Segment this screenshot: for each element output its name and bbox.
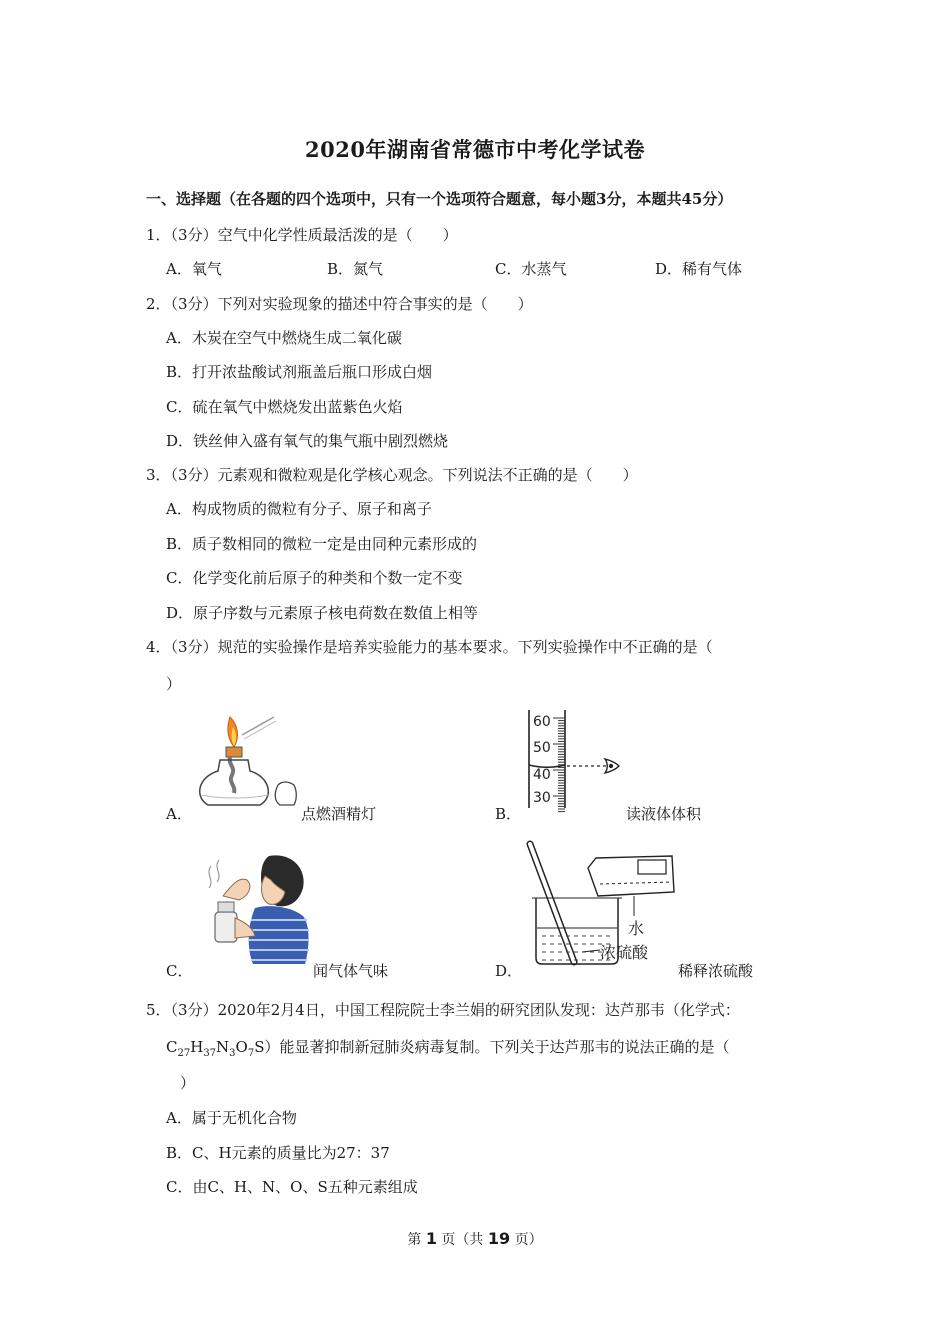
q4-option-b-caption: 读液体体积 [626, 805, 702, 823]
q4-option-d-letter: D． [495, 962, 523, 980]
graduated-cylinder-figure [525, 708, 625, 810]
question-5-formula-line [166, 1036, 730, 1059]
q1-option-b: B．氮气 [327, 260, 384, 278]
footer-middle: 页（共 [436, 1232, 488, 1248]
q2-option-c: C．硫在氧气中燃烧发出蓝紫色火焰 [166, 398, 403, 416]
q2-option-d: D．铁丝伸入盛有氧气的集气瓶中剧烈燃烧 [166, 432, 449, 450]
page-title: 2020年湖南省常德市中考化学试卷 [305, 137, 645, 162]
formula-o: O [235, 1038, 248, 1056]
q3-option-b: B．质子数相同的微粒一定是由同种元素形成的 [166, 535, 478, 553]
q4-option-a-letter: A． [166, 805, 192, 823]
q5-option-c: C．由C、H、N、O、S五种元素组成 [166, 1178, 418, 1196]
q4-option-a-caption: 点燃酒精灯 [301, 805, 377, 823]
question-3-stem: 3．（3分）元素观和微粒观是化学核心观念。下列说法不正确的是（ ） [146, 466, 638, 484]
question-2-stem: 2．（3分）下列对实验现象的描述中符合事实的是（ ） [146, 295, 533, 313]
question-1-stem: 1．（3分）空气中化学性质最活泼的是（ ） [146, 226, 458, 244]
formula-h: H [190, 1038, 204, 1056]
section-heading: 一、选择题（在各题的四个选项中，只有一个选项符合题意，每小题3分，本题共45分） [146, 190, 733, 208]
question-4-stem-cont: ） [166, 675, 182, 693]
q1-option-a: A．氧气 [166, 260, 222, 278]
q3-option-a: A．构成物质的微粒有分子、原子和离子 [166, 500, 432, 518]
smell-gas-figure [195, 846, 315, 966]
q3-option-d: D．原子序数与元素原子核电荷数在数值上相等 [166, 604, 479, 622]
footer-page-number: 1 [425, 1229, 437, 1248]
cylinder-tick-60: 60 [533, 714, 551, 730]
footer-suffix: 页） [510, 1232, 543, 1248]
cylinder-tick-30: 30 [533, 790, 551, 806]
question-5-stem-cont: ）能显著抑制新冠肺炎病毒复制。下列关于达芦那韦的说法正确的是（ [264, 1038, 730, 1056]
footer-prefix: 第 [407, 1232, 426, 1248]
q2-option-a: A．木炭在空气中燃烧生成二氧化碳 [166, 329, 402, 347]
q2-option-b: B．打开浓盐酸试剂瓶盖后瓶口形成白烟 [166, 363, 433, 381]
water-label: 水 [628, 919, 645, 938]
q4-option-c-caption: 闻气体气味 [313, 962, 389, 980]
q1-option-d: D．稀有气体 [655, 260, 743, 278]
q5-option-a: A．属于无机化合物 [166, 1109, 297, 1127]
formula-s: S [254, 1038, 265, 1056]
formula-o-sub: 7 [247, 1048, 255, 1059]
cylinder-tick-40: 40 [533, 767, 551, 783]
question-5-stem: 5．（3分）2020年2月4日，中国工程院院士李兰娟的研究团队发现：达芦那韦（化学式： [146, 1001, 740, 1019]
dilute-acid-figure [526, 840, 706, 968]
formula-h-sub: 37 [203, 1048, 217, 1059]
alcohol-lamp-figure [190, 705, 300, 810]
formula-n: N [216, 1038, 230, 1056]
formula-c-sub: 27 [177, 1048, 191, 1059]
formula-n-sub: 3 [229, 1048, 236, 1059]
page-footer [0, 1229, 950, 1249]
q4-option-b-letter: B． [495, 805, 522, 823]
q4-option-d-caption: 稀释浓硫酸 [678, 962, 754, 980]
formula-c: C [166, 1038, 178, 1056]
cylinder-tick-50: 50 [533, 740, 551, 756]
q3-option-c: C．化学变化前后原子的种类和个数一定不变 [166, 569, 463, 587]
question-4-stem: 4．（3分）规范的实验操作是培养实验能力的基本要求。下列实验操作中不正确的是（ [146, 638, 713, 656]
question-5-stem-end: ） [180, 1074, 196, 1092]
q1-option-c: C．水蒸气 [495, 260, 567, 278]
acid-label: 浓硫酸 [600, 943, 649, 962]
footer-total-pages: 19 [487, 1229, 511, 1248]
q5-option-b: B．C、H元素的质量比为27：37 [166, 1144, 390, 1162]
q4-option-c-letter: C． [166, 962, 193, 980]
